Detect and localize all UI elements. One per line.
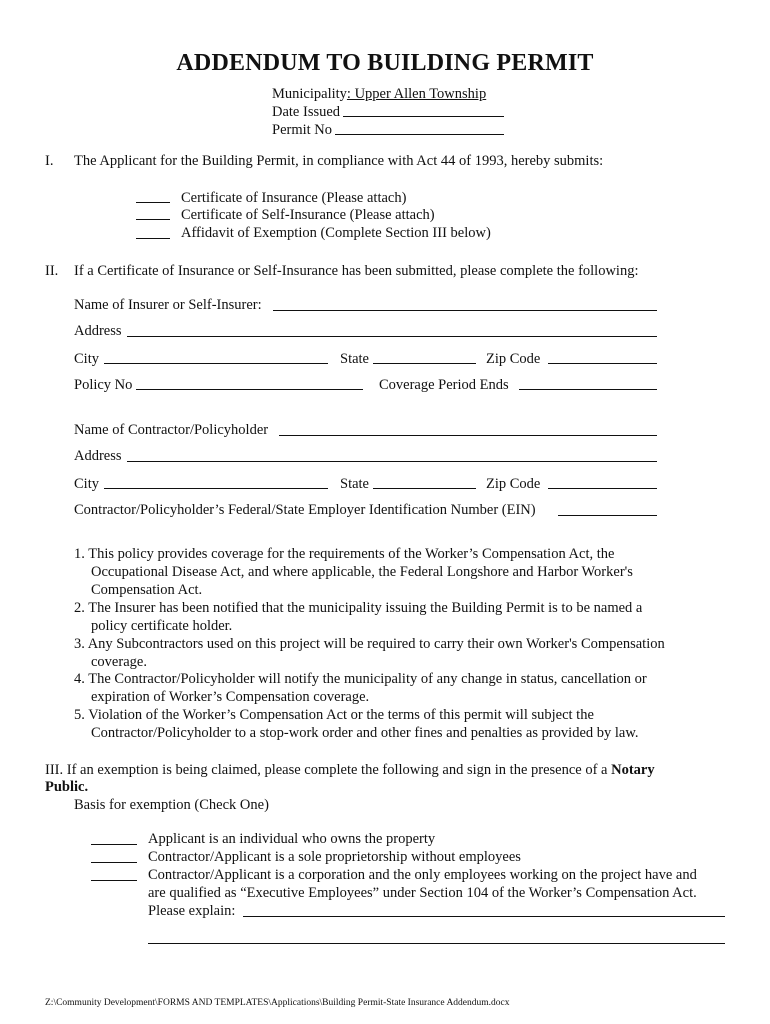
page-title: ADDENDUM TO BUILDING PERMIT [176, 50, 594, 76]
contractor-name-label: Name of Contractor/Policyholder [74, 422, 269, 438]
section-1-intro: The Applicant for the Building Permit, in compliance with Act 44 of 1993, hereby submits: [74, 153, 604, 169]
contractor-zip-label: Zip Code [486, 476, 541, 492]
coverage-period-field[interactable] [519, 389, 657, 390]
insurer-address-label: Address [74, 323, 122, 339]
option-affidavit-checkline[interactable] [136, 238, 170, 239]
permit-no-label: Permit No [272, 122, 333, 138]
insurer-state-field[interactable] [373, 363, 476, 364]
list-item-1-line-1: 1. This policy provides coverage for the requirements of the Worker’s Compensation Act, the [74, 546, 615, 562]
date-issued-label: Date Issued [272, 104, 341, 120]
exemption-option-1-checkline[interactable] [91, 844, 137, 845]
exemption-option-1-label: Applicant is an individual who owns the property [148, 831, 436, 847]
exemption-option-3-checkline[interactable] [91, 880, 137, 881]
list-item-4-line-2: expiration of Worker’s Compensation coverage. [91, 689, 370, 705]
municipality-field [272, 85, 486, 103]
exemption-option-3-label: Contractor/Applicant is a corporation and the only employees working on the project have and [148, 867, 697, 883]
exemption-option-2-checkline[interactable] [91, 862, 137, 863]
list-item-2-line-2: policy certificate holder. [91, 618, 233, 634]
contractor-zip-field[interactable] [548, 488, 657, 489]
section-3-notary-word: Notary [611, 762, 655, 778]
section-3-intro-text: III. If an exemption is being claimed, please complete the following and sign in the presence of a [45, 762, 608, 778]
insurer-name-field[interactable] [273, 310, 657, 311]
section-2-numeral: II. [45, 263, 59, 279]
insurer-zip-label: Zip Code [486, 351, 541, 367]
contractor-address-field[interactable] [127, 461, 657, 462]
section-1-numeral: I. [45, 153, 54, 169]
municipality-value: : Upper Allen Township [346, 86, 487, 102]
basis-for-exemption-label: Basis for exemption (Check One) [74, 797, 269, 813]
option-self-insurance-label: Certificate of Self-Insurance (Please attach) [181, 207, 435, 223]
insurer-zip-field[interactable] [548, 363, 657, 364]
insurer-address-field[interactable] [127, 336, 657, 337]
insurer-city-field[interactable] [104, 363, 328, 364]
list-item-2-line-1: 2. The Insurer has been notified that the municipality issuing the Building Permit is to be named a [74, 600, 643, 616]
coverage-period-label: Coverage Period Ends [379, 377, 509, 393]
section-2-intro: If a Certificate of Insurance or Self-Insurance has been submitted, please complete the following: [74, 263, 639, 279]
policy-no-field[interactable] [136, 389, 363, 390]
permit-no-field[interactable] [335, 134, 504, 135]
footer-file-path: Z:\Community Development\FORMS AND TEMPLATES\Applications\Building Permit-State Insurance Addendum.docx [45, 998, 510, 1008]
list-item-1-line-2: Occupational Disease Act, and where applicable, the Federal Longshore and Harbor Worker's [91, 564, 633, 580]
list-item-1-line-3: Compensation Act. [91, 582, 203, 598]
section-3-public-word: Public. [45, 779, 89, 795]
list-item-5-line-1: 5. Violation of the Worker’s Compensation Act or the terms of this permit will subject the [74, 707, 594, 723]
list-item-4-line-1: 4. The Contractor/Policyholder will notify the municipality of any change in status, cancellation or [74, 671, 647, 687]
option-self-insurance-checkline[interactable] [136, 219, 170, 220]
option-affidavit-label: Affidavit of Exemption (Complete Section III below) [181, 225, 491, 241]
list-item-5-line-2: Contractor/Policyholder to a stop-work order and other fines and penalties as provided by law. [91, 725, 639, 741]
option-insurance-label: Certificate of Insurance (Please attach) [181, 190, 407, 206]
contractor-state-label: State [340, 476, 369, 492]
section-3-intro-cont [45, 778, 88, 796]
exemption-option-3-label-cont: are qualified as “Executive Employees” under Section 104 of the Worker’s Compensation Act. [148, 885, 697, 901]
contractor-city-field[interactable] [104, 488, 328, 489]
list-item-3-line-1: 3. Any Subcontractors used on this project will be required to carry their own Worker's Compensation [74, 636, 665, 652]
option-insurance-checkline[interactable] [136, 202, 170, 203]
please-explain-label: Please explain: [148, 903, 236, 919]
contractor-name-field[interactable] [279, 435, 657, 436]
ein-label: Contractor/Policyholder’s Federal/State Employer Identification Number (EIN) [74, 502, 536, 518]
exemption-option-2-label: Contractor/Applicant is a sole proprietorship without employees [148, 849, 521, 865]
contractor-state-field[interactable] [373, 488, 476, 489]
policy-no-label: Policy No [74, 377, 133, 393]
please-explain-field[interactable] [243, 916, 725, 917]
date-issued-field[interactable] [343, 116, 504, 117]
list-item-3-line-2: coverage. [91, 654, 147, 670]
insurer-city-label: City [74, 351, 99, 367]
contractor-address-label: Address [74, 448, 122, 464]
insurer-state-label: State [340, 351, 369, 367]
contractor-city-label: City [74, 476, 99, 492]
insurer-name-label: Name of Insurer or Self-Insurer: [74, 297, 262, 313]
ein-field[interactable] [558, 515, 657, 516]
section-3-intro [45, 761, 725, 779]
please-explain-field-line-2[interactable] [148, 943, 725, 944]
municipality-label: Municipality [272, 86, 347, 102]
